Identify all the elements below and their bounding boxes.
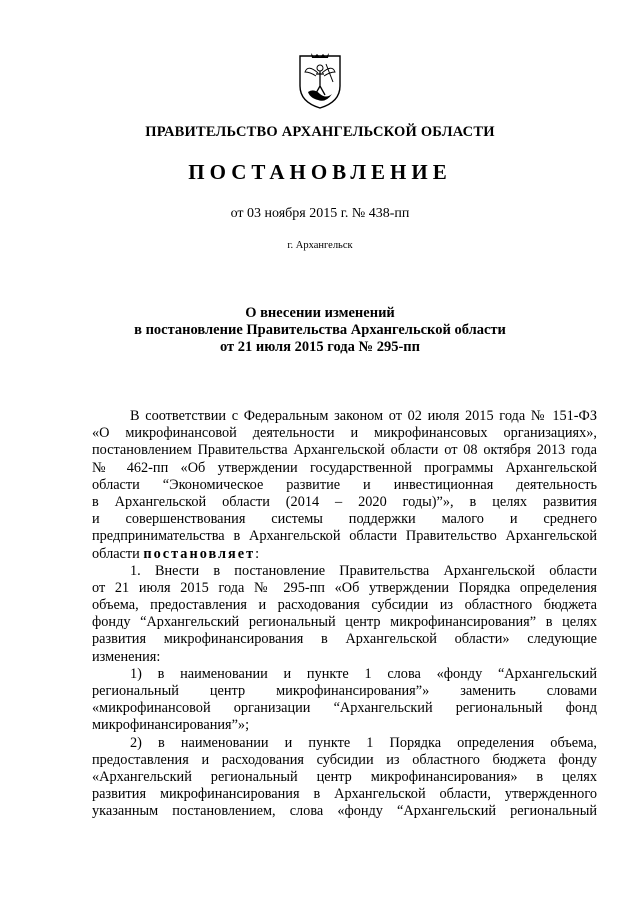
subject-line: О внесении изменений — [245, 305, 395, 321]
body-line: и совершенствования системы поддержки малого и среднего — [92, 511, 597, 528]
body-line: 1) в наименовании и пункте 1 слова «фонду “Архангельский — [130, 665, 597, 682]
subject-line: в постановление Правительства Архангельской области — [134, 322, 506, 338]
body-line: № 462-пп «Об утверждении государственной программы Архангельской — [92, 459, 597, 476]
body-line: изменения: — [92, 648, 161, 665]
body-line: развития микрофинансирования в Архангельской области, утвержденного — [92, 786, 597, 803]
body-line: от 21 июля 2015 года № 295-пп «Об утверждении Порядка определения — [92, 579, 597, 596]
body-line: предпринимательства в Архангельской области Правительство Архангельской — [92, 528, 597, 545]
organization-name: ПРАВИТЕЛЬСТВО АРХАНГЕЛЬСКОЙ ОБЛАСТИ — [145, 124, 495, 140]
document-body — [92, 408, 597, 821]
subject-line: от 21 июля 2015 года № 295-пп — [220, 339, 420, 355]
body-line: микрофинансирования”»; — [92, 717, 250, 734]
body-line: «микрофинансовой организации “Архангельский региональный фонд — [92, 700, 597, 717]
body-line — [92, 546, 597, 563]
document-type: ПОСТАНОВЛЕНИЕ — [188, 160, 452, 184]
body-line: «О микрофинансовой деятельности и микрофинансовых организациях», — [92, 425, 597, 442]
coat-of-arms-icon — [296, 52, 344, 110]
document-subject — [0, 305, 640, 356]
body-line: указанным постановлением, слова «фонду “Архангельский региональный — [92, 803, 597, 820]
body-line: развития микрофинансирования в Архангельской области» следующие — [92, 631, 597, 648]
body-line: 1. Внести в постановление Правительства Архангельской области — [130, 562, 597, 579]
document-date-number: от 03 ноября 2015 г. № 438-пп — [230, 206, 410, 221]
body-text: области — [92, 545, 144, 562]
document-city: г. Архангельск — [287, 240, 353, 251]
body-line: региональный центр микрофинансирования”» заменить словами — [92, 683, 597, 699]
body-text: : — [255, 545, 260, 562]
resolution-keyword: постановляет — [143, 545, 256, 562]
body-line: В соответствии с Федеральным законом от 02 июля 2015 года № 151-ФЗ — [130, 408, 597, 424]
body-line: фонду “Архангельский региональный центр микрофинансирования” в целях — [92, 614, 597, 631]
body-line: области “Экономическое развитие и инвестиционная деятельность — [92, 476, 597, 493]
body-line: «Архангельский региональный центр микрофинансирования» в целях — [92, 768, 597, 785]
body-line: 2) в наименовании и пункте 1 Порядка определения объема, — [130, 734, 597, 751]
body-line: в Архангельской области (2014 – 2020 годы)”», в целях развития — [92, 493, 597, 510]
body-line: постановлением Правительства Архангельской области от 08 октября 2013 года — [92, 442, 597, 459]
body-line: объема, предоставления и расходования субсидии из областного бюджета — [92, 597, 597, 614]
body-line: предоставления и расходования субсидии из областного бюджета фонду — [92, 751, 597, 768]
